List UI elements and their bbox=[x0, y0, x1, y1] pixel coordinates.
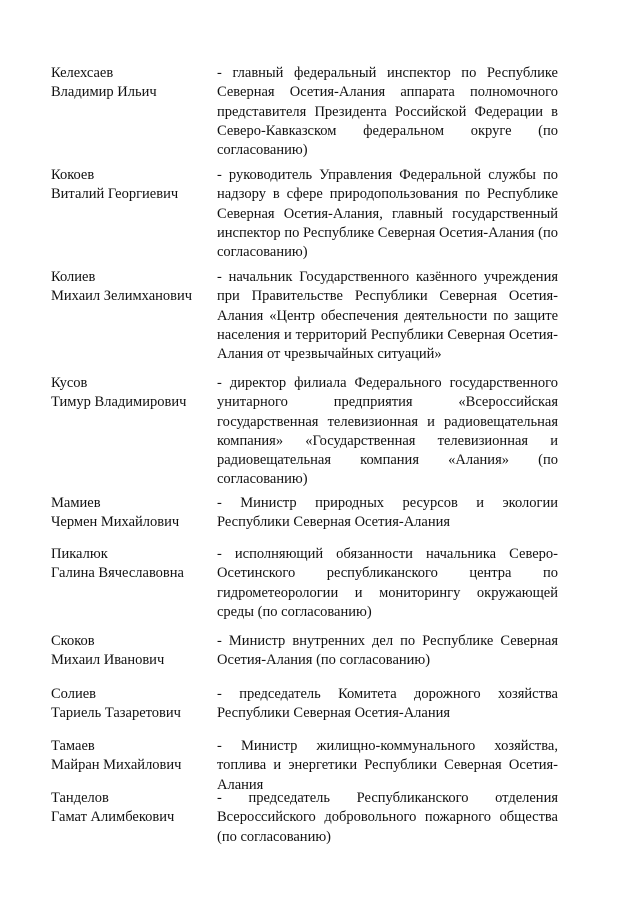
member-role: - исполняющий обязанности начальника Северо-Осетинского республиканского центра по гидрометеорологии и мониторингу окружающей среды (по согласованию) bbox=[217, 546, 558, 620]
member-given-names: Тариель Тазаретович bbox=[51, 705, 181, 721]
member-surname: Мамиев bbox=[51, 495, 101, 511]
member-name bbox=[51, 685, 211, 723]
member-name bbox=[51, 789, 211, 827]
member-given-names: Тимур Владимирович bbox=[51, 394, 187, 410]
member-surname: Скоков bbox=[51, 633, 95, 649]
member-given-names: Гамат Алимбекович bbox=[51, 809, 175, 825]
member-given-names: Майран Михайлович bbox=[51, 757, 182, 773]
member-surname: Келехсаев bbox=[51, 65, 114, 81]
member-role: - Министр внутренних дел по Республике Северная Осетия-Алания (по согласованию) bbox=[217, 633, 558, 669]
member-name bbox=[51, 545, 211, 583]
member-role: - председатель Республиканского отделения Всероссийского добровольного пожарного общества (по согласованию) bbox=[217, 790, 558, 845]
member-role: - Министр жилищно-коммунального хозяйства, топлива и энергетики Республики Северная Осетия-Алания bbox=[217, 738, 558, 793]
member-role: - Министр природных ресурсов и экологии Республики Северная Осетия-Алания bbox=[217, 495, 558, 531]
member-surname: Кокоев bbox=[51, 167, 95, 183]
member-given-names: Михаил Зелимханович bbox=[51, 288, 193, 304]
member-surname: Колиев bbox=[51, 269, 96, 285]
member-role: - председатель Комитета дорожного хозяйства Республики Северная Осетия-Алания bbox=[217, 686, 558, 722]
member-role: - начальник Государственного казённого учреждения при Правительстве Республики Северная Осетия-Алания «Центр обеспечения деятельности по защите населения и территорий Республики Северная Осетия-Алания от чрезвычайных ситуаций» bbox=[217, 269, 558, 363]
member-surname: Танделов bbox=[51, 790, 109, 806]
member-given-names: Галина Вячеславовна bbox=[51, 565, 184, 581]
member-surname: Пикалюк bbox=[51, 546, 108, 562]
member-given-names: Виталий Георгиевич bbox=[51, 186, 179, 202]
member-name bbox=[51, 737, 211, 775]
member-name bbox=[51, 632, 211, 670]
member-name bbox=[51, 494, 211, 532]
member-surname: Тамаев bbox=[51, 738, 95, 754]
member-name bbox=[51, 166, 211, 204]
member-given-names: Чермен Михайлович bbox=[51, 514, 180, 530]
member-role: - руководитель Управления Федеральной службы по надзору в сфере природопользования по Республике Северная Осетия-Алания, главный государственный инспектор по Республике Северная Осетия-Алания (по согласованию) bbox=[217, 167, 558, 261]
member-name bbox=[51, 374, 211, 412]
member-surname: Солиев bbox=[51, 686, 97, 702]
member-role: - главный федеральный инспектор по Республике Северная Осетия-Алания аппарата полномочного представителя Президента Российской Федерации в Северо-Кавказском федеральном округе (по согласованию) bbox=[217, 65, 558, 159]
member-surname: Кусов bbox=[51, 375, 88, 391]
member-given-names: Михаил Иванович bbox=[51, 652, 165, 668]
member-given-names: Владимир Ильич bbox=[51, 84, 157, 100]
member-name bbox=[51, 268, 211, 306]
member-role: - директор филиала Федерального государственного унитарного предприятия «Всероссийская государственная телевизионная и радиовещательная компания» «Государственная телевизионная и радиовещательная компания «Алания» (по согласованию) bbox=[217, 375, 558, 488]
member-name bbox=[51, 64, 211, 102]
